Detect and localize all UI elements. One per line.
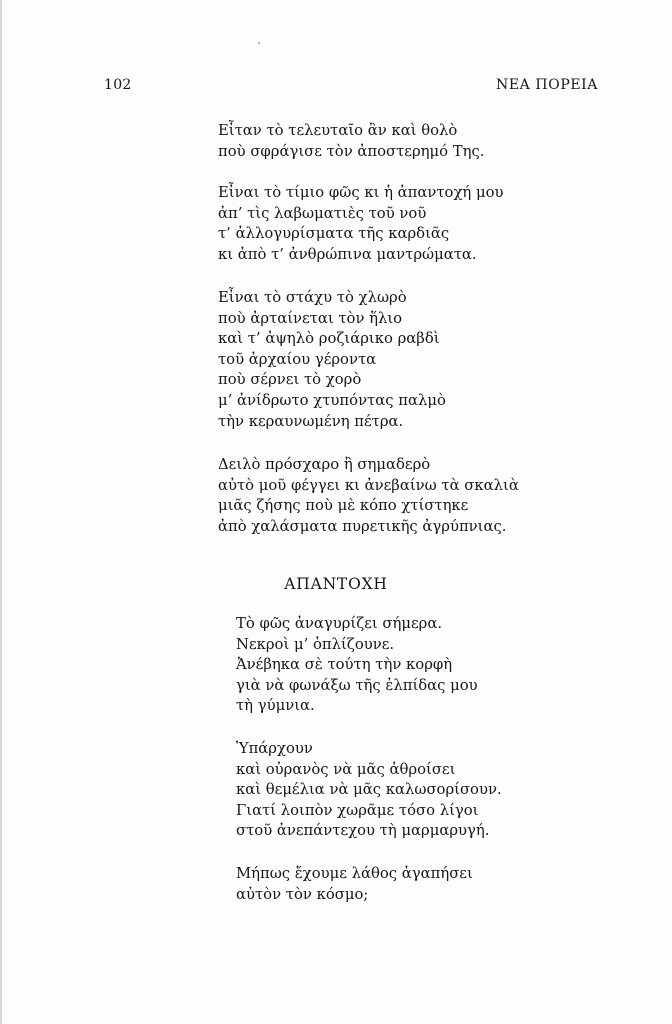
stanza [218, 455, 519, 537]
verse-line: ποὺ σέρνει τὸ χορὸ [218, 371, 362, 389]
verse-line: Ὑπάρχουν [236, 740, 313, 757]
verse-line: ποὺ σφράγισε τὸν ἀποστερημό Της. [218, 142, 485, 160]
verse-line: Εἶναι τὸ τίμιο φῶς κι ἡ ἀπαντοχή μου [218, 184, 504, 201]
running-head: ΝΕΑ ΠΟΡΕΙΑ [496, 77, 598, 93]
verse-line: Εἶναι τὸ στάχυ τὸ χλωρὸ [218, 289, 407, 306]
page-number: 102 [104, 77, 132, 93]
verse-line: ἀπὸ χαλάσματα πυρετικῆς ἀγρύπνιας. [218, 517, 507, 535]
verse-line: Εἶταν τὸ τελευταῖο ἂν καὶ θολὸ [218, 122, 458, 139]
verse-line: ἀπ’ τὶς λαβωματιὲς τοῦ νοῦ [218, 204, 427, 222]
page-edge [0, 0, 2, 1024]
stanza [236, 614, 478, 717]
verse-line: καὶ τ’ ἀψηλὸ ροζιάρικο ραβδὶ [218, 330, 440, 348]
verse-line: Γιατί λοιπὸν χωρᾶμε τόσο λίγοι [236, 801, 479, 819]
verse-line: αὐτὸ μοῦ φέγγει κι ἀνεβαίνω τὰ σκαλιὰ [218, 476, 519, 494]
verse-line: τὴν κεραυνωμένη πέτρα. [218, 412, 404, 430]
verse-line: τὴ γύμνια. [236, 697, 315, 715]
verse-line: κι ἀπὸ τ’ ἀνθρώπινα μαντρώματα. [218, 245, 477, 263]
verse-line: γιὰ νὰ φωνάξω τῆς ἐλπίδας μου [236, 676, 478, 694]
verse-line: μιᾶς ζήσης ποὺ μὲ κόπο χτίστηκε [218, 497, 469, 515]
verse-line: καὶ θεμέλια νὰ μᾶς καλωσορίσουν. [236, 781, 502, 799]
verse-line: καὶ οὐρανὸς νὰ μᾶς ἀθροίσει [236, 760, 456, 778]
verse-line: αὐτὸν τὸν κόσμο; [236, 885, 369, 903]
verse-line: Ἀνέβηκα σὲ τούτη τὴν κορφὴ [236, 656, 453, 674]
verse-line: μ’ ἀνίδρωτο χτυπόντας παλμὸ [218, 391, 446, 409]
stanza [236, 739, 502, 842]
verse-line: Μήπως ἔχουμε λάθος ἀγαπήσει [236, 865, 473, 882]
verse-line: Τὸ φῶς ἀναγυρίζει σήμερα. [236, 615, 443, 632]
verse-line: Δειλὸ πρόσχαρο ἢ σημαδερὸ [218, 456, 431, 473]
verse-line: στοῦ ἀνεπάντεχου τὴ μαρμαρυγή. [236, 822, 490, 840]
verse-line: τοῦ ἀρχαίου γέροντα [218, 350, 377, 368]
stanza [218, 288, 446, 432]
verse-line: τ’ ἀλλογυρίσματα τῆς καρδιᾶς [218, 225, 450, 243]
verse-line: ποὺ ἀρταίνεται τὸν ἥλιο [218, 309, 403, 327]
stanza [218, 121, 485, 162]
stanza [236, 864, 473, 905]
paper-speck [258, 42, 260, 44]
verse-line: Νεκροὶ μ’ ὁπλίζουνε. [236, 635, 395, 653]
stanza [218, 183, 504, 265]
poem-title: ΑΠΑΝΤΟΧΗ [284, 575, 388, 593]
